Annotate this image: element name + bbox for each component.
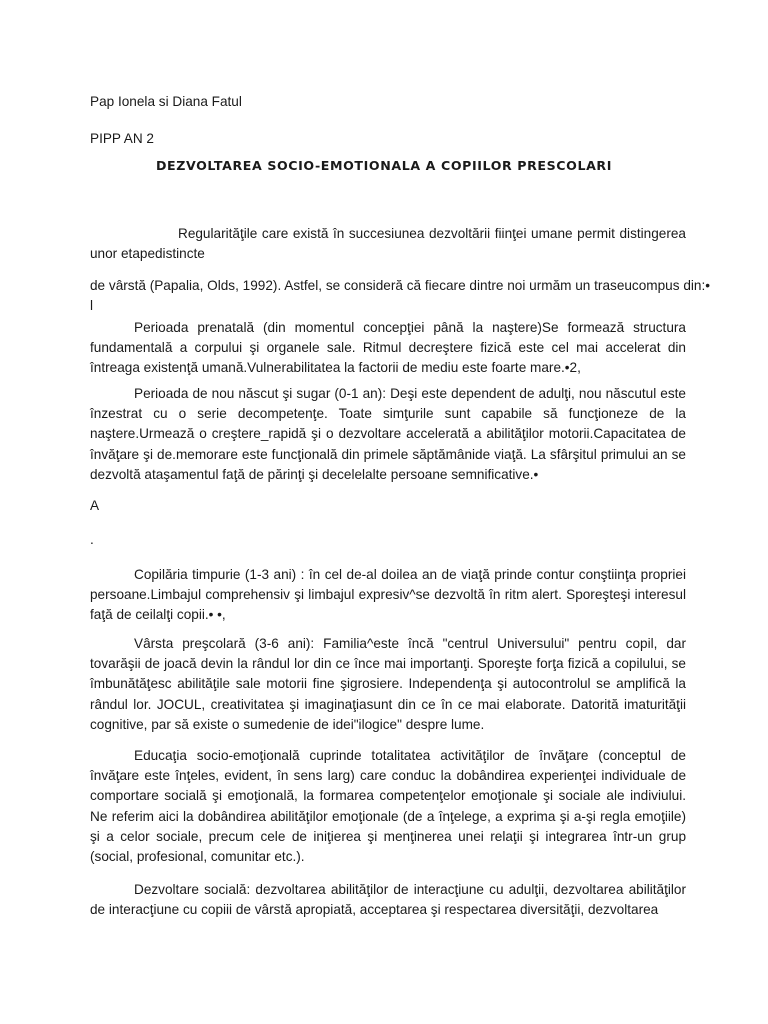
paragraph-prenatal: Perioada prenatală (din momentul concepţiei până la naştere)Se formează structura fundamentală a corpului şi organele sale. Ritmul decreştere fizică este cel mai accelerat din întreaga existenţă umană.Vulnerabilitatea la factorii de mediu este foarte mare.•2,	[90, 320, 686, 376]
paragraph-stages: de vârstă (Papalia, Olds, 1992). Astfel, se consideră că fiecare dintre noi urmăm un traseucompus din:• l	[90, 278, 710, 314]
document-title: DEZVOLTAREA SOCIO-EMOTIONALA A COPIILOR PRESCOLARI	[155, 158, 613, 173]
paragraph-early-childhood: Copilăria timpurie (1-3 ani) : în cel de-al doilea an de viaţă prinde contur conştiinţa propriei persoane.Limbajul comprehensiv şi limbajul expresiv^se dezvoltă în ritm alert. Sporeşteşi interesul faţă de ceilalţi copii.• •,	[90, 567, 686, 623]
class-line: PIPP AN 2	[90, 131, 154, 146]
paragraph-dot: .	[90, 532, 94, 547]
author-line: Pap Ionela si Diana Fatul	[90, 94, 242, 109]
paragraph-intro: Regularităţile care există în succesiunea dezvoltării fiinţei umane permit distingerea unor etapedistincte	[90, 226, 686, 262]
paragraph-preschool: Vârsta preşcolară (3-6 ani): Familia^este încă "centrul Universului" pentru copil, dar tovarăşii de joacă devin la rândul lor din ce înce mai importanţi. Sporeşte forţa fizică a copilului, se îmbunătăţesc abilităţile sale motorii fine şigrosiere. Independenţa şi autocontrolul se amplifică la rândul lor. JOCUL, creativitatea şi imaginaţiasunt din ce în ce mai elaborate. Datorită imaturităţii cognitive, par să existe o sumedenie de idei"ilogice" despre lume.	[90, 636, 686, 732]
paragraph-newborn: Perioada de nou născut şi sugar (0-1 an): Deşi este dependent de adulţi, nou născutul este înzestrat cu o serie decompetenţe. Toate simţurile sunt capabile să funcţioneze de la naştere.Urmează o creştere_rapidă şi o dezvoltare accelerată a abilităţilor motorii.Capacitatea de învăţare şi de.memorare este funcţională din primele săptămânide viaţă. La sfârşitul primului an se dezvoltă ataşamentul faţă de părinţi şi decelelalte persoane semnificative.•	[90, 386, 686, 482]
paragraph-social-development: Dezvoltare socială: dezvoltarea abilităţilor de interacţiune cu adulţii, dezvoltarea abilităţilor de interacţiune cu copiii de vârstă apropiată, acceptarea şi respectarea diversităţii, dezvoltarea	[90, 882, 686, 918]
paragraph-socio-emotional-education: Educaţia socio-emoţională cuprinde totalitatea activităţilor de învăţare (conceptul de învăţare este înţeles, evident, în sens larg) care conduc la dobândirea experienţei individuale de comportare socială şi emoţională, la formarea competenţelor emoţionale şi sociale ale indiviului. Ne referim aici la dobândirea abilităţilor emoţionale (de a înţelege, a exprima şi a-şi regla emoţiile) şi a celor sociale, precum cele de iniţierea şi menţinerea unei relaţii şi integrarea într-un grup (social, profesional, comunitar etc.).	[90, 748, 686, 865]
paragraph-letter-a: A	[90, 498, 100, 513]
